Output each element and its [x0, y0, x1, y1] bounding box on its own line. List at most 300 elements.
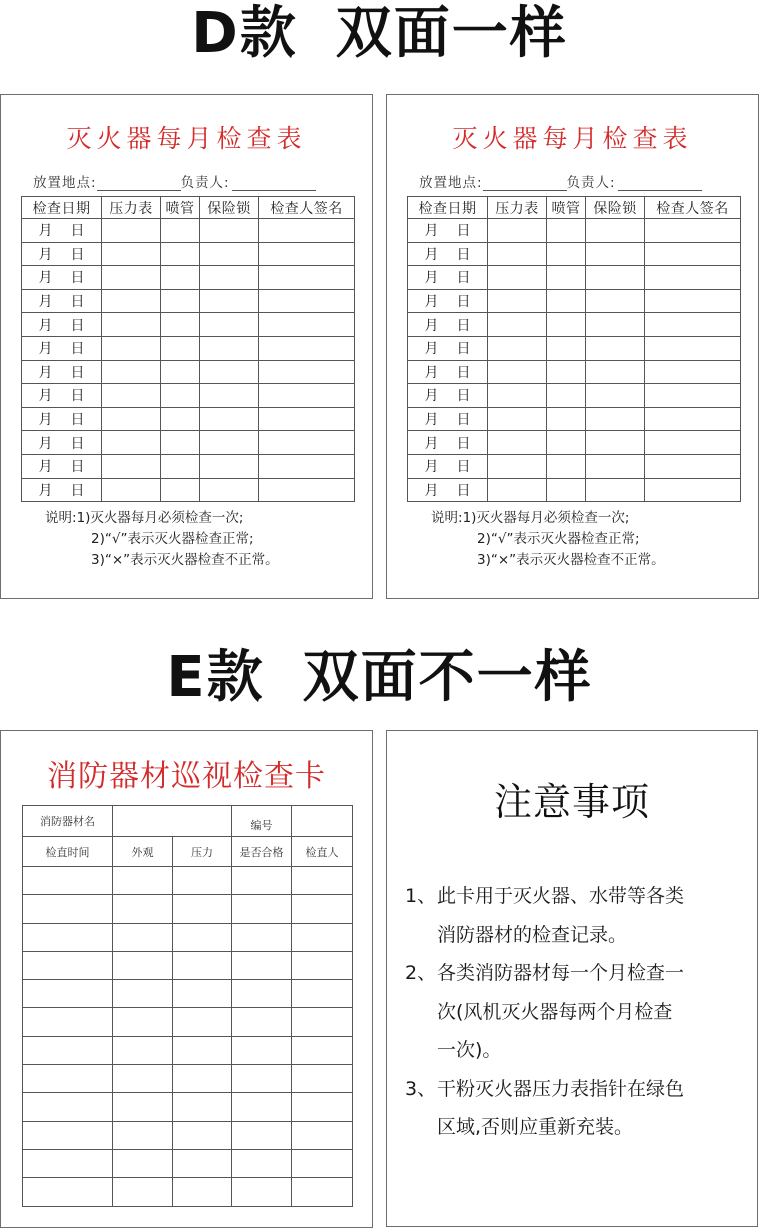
table-row	[22, 478, 355, 502]
entry-cell[interactable]	[292, 1036, 353, 1064]
entry-cell[interactable]	[23, 1178, 113, 1206]
entry-cell[interactable]	[586, 266, 645, 290]
column-header: 压力表	[488, 197, 547, 219]
entry-cell[interactable]	[113, 923, 173, 951]
month-label: 月	[38, 388, 53, 405]
table-row	[22, 336, 355, 360]
month-label: 月	[424, 223, 439, 240]
table-row	[23, 1093, 353, 1121]
date-cell[interactable]	[408, 478, 488, 502]
entry-cell[interactable]	[200, 242, 259, 266]
entry-cell[interactable]	[259, 336, 355, 360]
entry-cell[interactable]	[645, 219, 741, 243]
entry-cell[interactable]	[586, 289, 645, 313]
d-card-left	[0, 94, 373, 599]
entry-cell[interactable]	[173, 1008, 232, 1036]
notice-number: 3、	[405, 1077, 437, 1100]
entry-cell[interactable]	[200, 266, 259, 290]
entry-cell[interactable]	[547, 431, 586, 455]
entry-cell[interactable]	[161, 313, 200, 337]
entry-cell[interactable]	[23, 1065, 113, 1093]
day-label: 日	[70, 435, 85, 452]
entry-cell[interactable]	[161, 454, 200, 478]
entry-cell[interactable]	[259, 431, 355, 455]
notice-number: 1、	[405, 885, 437, 907]
note-item-1: 1)灭火器每月必须检查一次;	[462, 510, 630, 526]
day-label: 日	[456, 459, 471, 476]
responsible-field[interactable]	[232, 177, 316, 191]
entry-cell[interactable]	[645, 336, 741, 360]
date-cell[interactable]	[22, 384, 102, 408]
entry-cell[interactable]	[173, 1065, 232, 1093]
table-row	[23, 1178, 353, 1206]
date-cell[interactable]	[22, 242, 102, 266]
entry-cell[interactable]	[161, 266, 200, 290]
entry-cell[interactable]	[232, 1008, 292, 1036]
table-row	[408, 266, 741, 290]
month-label: 月	[38, 270, 53, 287]
entry-cell[interactable]	[113, 1008, 173, 1036]
entry-cell[interactable]	[488, 219, 547, 243]
column-header: 检查日期	[408, 197, 488, 219]
day-label: 日	[70, 459, 85, 476]
entry-cell[interactable]	[173, 923, 232, 951]
entry-cell[interactable]	[292, 1178, 353, 1206]
d-notes	[431, 508, 665, 571]
entry-cell[interactable]	[586, 242, 645, 266]
month-label: 月	[424, 317, 439, 334]
notice-item	[405, 1070, 747, 1147]
entry-cell[interactable]	[200, 431, 259, 455]
entry-cell[interactable]	[113, 1121, 173, 1149]
entry-cell[interactable]	[259, 478, 355, 502]
entry-cell[interactable]	[547, 242, 586, 266]
table-row	[23, 951, 353, 979]
column-header: 喷管	[161, 197, 200, 219]
table-row	[23, 1008, 353, 1036]
notice-item	[405, 954, 747, 1070]
entry-cell[interactable]	[259, 242, 355, 266]
entry-cell[interactable]	[259, 266, 355, 290]
entry-cell[interactable]	[547, 336, 586, 360]
entry-cell[interactable]	[488, 407, 547, 431]
responsible-label: 负责人:	[566, 175, 616, 191]
notes-label: 说明:	[45, 510, 77, 526]
entry-cell[interactable]	[488, 266, 547, 290]
entry-cell[interactable]	[547, 454, 586, 478]
entry-cell[interactable]	[292, 1008, 353, 1036]
entry-cell[interactable]	[200, 407, 259, 431]
entry-cell[interactable]	[23, 1008, 113, 1036]
entry-cell[interactable]	[113, 895, 173, 923]
table-row	[22, 266, 355, 290]
entry-cell[interactable]	[113, 1036, 173, 1064]
entry-cell[interactable]	[102, 313, 161, 337]
month-label: 月	[38, 223, 53, 240]
entry-cell[interactable]	[547, 360, 586, 384]
date-cell[interactable]	[408, 313, 488, 337]
date-cell[interactable]	[22, 431, 102, 455]
notice-text: 次(风机灭火器每两个月检查	[437, 1000, 673, 1023]
notice-line	[405, 954, 747, 993]
entry-cell[interactable]	[161, 242, 200, 266]
entry-cell[interactable]	[259, 454, 355, 478]
note-item-2: 2)“√”表示灭火器检查正常;	[477, 531, 640, 547]
entry-cell[interactable]	[586, 478, 645, 502]
date-cell[interactable]	[408, 266, 488, 290]
table-row	[408, 219, 741, 243]
entry-cell[interactable]	[645, 454, 741, 478]
entry-cell[interactable]	[645, 289, 741, 313]
table-row	[408, 431, 741, 455]
entry-cell[interactable]	[102, 219, 161, 243]
section-e-code: E款	[166, 645, 265, 710]
entry-cell[interactable]	[645, 360, 741, 384]
equipment-info-row	[23, 806, 353, 837]
entry-cell[interactable]	[232, 1093, 292, 1121]
table-row	[22, 289, 355, 313]
notice-item	[405, 877, 747, 954]
entry-cell[interactable]	[488, 431, 547, 455]
d-notes	[45, 508, 279, 571]
entry-cell[interactable]	[102, 360, 161, 384]
date-cell[interactable]	[408, 431, 488, 455]
month-label: 月	[38, 459, 53, 476]
entry-cell[interactable]	[488, 478, 547, 502]
date-cell[interactable]	[22, 478, 102, 502]
number-label: 编号	[232, 806, 292, 837]
entry-cell[interactable]	[292, 951, 353, 979]
entry-cell[interactable]	[200, 360, 259, 384]
entry-cell[interactable]	[102, 454, 161, 478]
section-e-desc: 双面不一样	[302, 645, 593, 710]
entry-cell[interactable]	[586, 360, 645, 384]
location-label: 放置地点:	[419, 175, 483, 191]
notice-text: 消防器材的检查记录。	[437, 923, 628, 946]
entry-cell[interactable]	[586, 219, 645, 243]
e-card-title: 消防器材巡视检查卡	[47, 759, 326, 794]
month-label: 月	[424, 388, 439, 405]
day-label: 日	[70, 341, 85, 358]
entry-cell[interactable]	[23, 1121, 113, 1149]
location-field[interactable]	[97, 177, 181, 191]
notice-text: 区域,否则应重新充装。	[437, 1116, 634, 1138]
column-header: 检查日期	[22, 197, 102, 219]
month-label: 月	[424, 270, 439, 287]
date-cell[interactable]	[22, 313, 102, 337]
entry-cell[interactable]	[547, 219, 586, 243]
entry-cell[interactable]	[547, 289, 586, 313]
entry-cell[interactable]	[645, 242, 741, 266]
table-header-row	[23, 837, 353, 867]
entry-cell[interactable]	[292, 1065, 353, 1093]
table-row	[23, 895, 353, 923]
entry-cell[interactable]	[259, 360, 355, 384]
entry-cell[interactable]	[586, 431, 645, 455]
entry-cell[interactable]	[200, 289, 259, 313]
column-header: 保险锁	[200, 197, 259, 219]
entry-cell[interactable]	[292, 1093, 353, 1121]
section-e-heading	[0, 645, 759, 710]
table-row	[408, 454, 741, 478]
entry-cell[interactable]	[259, 313, 355, 337]
date-cell[interactable]	[408, 360, 488, 384]
entry-cell[interactable]	[232, 923, 292, 951]
day-label: 日	[456, 317, 471, 334]
entry-cell[interactable]	[102, 242, 161, 266]
date-cell[interactable]	[408, 219, 488, 243]
entry-cell[interactable]	[645, 407, 741, 431]
day-label: 日	[456, 270, 471, 287]
entry-cell[interactable]	[586, 407, 645, 431]
table-row	[408, 360, 741, 384]
column-header: 检查人签名	[259, 197, 355, 219]
table-row	[22, 384, 355, 408]
entry-cell[interactable]	[488, 360, 547, 384]
entry-cell[interactable]	[173, 1036, 232, 1064]
entry-cell[interactable]	[259, 289, 355, 313]
entry-cell[interactable]	[547, 384, 586, 408]
entry-cell[interactable]	[23, 867, 113, 895]
day-label: 日	[70, 412, 85, 429]
date-cell[interactable]	[22, 360, 102, 384]
column-header: 检查人签名	[645, 197, 741, 219]
entry-cell[interactable]	[161, 336, 200, 360]
entry-cell[interactable]	[102, 407, 161, 431]
entry-cell[interactable]	[200, 478, 259, 502]
date-cell[interactable]	[408, 454, 488, 478]
entry-cell[interactable]	[173, 1121, 232, 1149]
entry-cell[interactable]	[259, 407, 355, 431]
entry-cell[interactable]	[113, 1065, 173, 1093]
entry-cell[interactable]	[292, 1121, 353, 1149]
entry-cell[interactable]	[200, 313, 259, 337]
date-cell[interactable]	[408, 384, 488, 408]
entry-cell[interactable]	[488, 242, 547, 266]
table-row	[408, 313, 741, 337]
day-label: 日	[456, 364, 471, 381]
entry-cell[interactable]	[488, 289, 547, 313]
date-cell[interactable]	[408, 289, 488, 313]
entry-cell[interactable]	[547, 478, 586, 502]
entry-cell[interactable]	[23, 951, 113, 979]
entry-cell[interactable]	[102, 289, 161, 313]
entry-cell[interactable]	[488, 384, 547, 408]
entry-cell[interactable]	[173, 1178, 232, 1206]
d-card-title: 灭火器每月检查表	[66, 124, 307, 153]
table-row	[23, 1121, 353, 1149]
entry-cell[interactable]	[547, 407, 586, 431]
table-row	[23, 1036, 353, 1064]
entry-cell[interactable]	[161, 360, 200, 384]
entry-cell[interactable]	[259, 384, 355, 408]
entry-cell[interactable]	[161, 384, 200, 408]
table-body	[23, 867, 353, 1207]
month-label: 月	[424, 294, 439, 311]
day-label: 日	[70, 388, 85, 405]
entry-cell[interactable]	[161, 219, 200, 243]
day-label: 日	[70, 246, 85, 263]
entry-cell[interactable]	[113, 1178, 173, 1206]
entry-cell[interactable]	[292, 895, 353, 923]
date-cell[interactable]	[22, 266, 102, 290]
day-label: 日	[70, 223, 85, 240]
entry-cell[interactable]	[113, 1093, 173, 1121]
date-cell[interactable]	[408, 336, 488, 360]
table-header-row	[22, 197, 355, 219]
note-item-2: 2)“√”表示灭火器检查正常;	[91, 531, 254, 547]
entry-cell[interactable]	[113, 1149, 173, 1177]
entry-cell[interactable]	[292, 1149, 353, 1177]
entry-cell[interactable]	[259, 219, 355, 243]
entry-cell[interactable]	[292, 980, 353, 1008]
notice-line	[405, 1070, 747, 1109]
entry-cell[interactable]	[200, 384, 259, 408]
responsible-label: 负责人:	[180, 175, 230, 191]
date-cell[interactable]	[22, 454, 102, 478]
entry-cell[interactable]	[232, 980, 292, 1008]
entry-cell[interactable]	[645, 431, 741, 455]
responsible-field[interactable]	[618, 177, 702, 191]
entry-cell[interactable]	[586, 384, 645, 408]
section-d-code: D款	[191, 1, 298, 66]
entry-cell[interactable]	[232, 1121, 292, 1149]
entry-cell[interactable]	[645, 313, 741, 337]
d-card-title: 灭火器每月检查表	[452, 124, 693, 153]
entry-cell[interactable]	[173, 980, 232, 1008]
note-item-1: 1)灭火器每月必须检查一次;	[76, 510, 244, 526]
entry-cell[interactable]	[113, 980, 173, 1008]
d-card-right	[386, 94, 759, 599]
entry-cell[interactable]	[586, 454, 645, 478]
month-label: 月	[424, 412, 439, 429]
entry-cell[interactable]	[173, 1093, 232, 1121]
table-row	[408, 407, 741, 431]
entry-cell[interactable]	[232, 1065, 292, 1093]
table-row	[22, 219, 355, 243]
entry-cell[interactable]	[102, 431, 161, 455]
location-field[interactable]	[483, 177, 567, 191]
date-cell[interactable]	[22, 219, 102, 243]
d-inspection-table	[21, 196, 355, 502]
entry-cell[interactable]	[161, 431, 200, 455]
table-row	[22, 454, 355, 478]
entry-cell[interactable]	[232, 1149, 292, 1177]
day-label: 日	[456, 482, 471, 499]
notes-label: 说明:	[431, 510, 463, 526]
entry-cell[interactable]	[200, 454, 259, 478]
entry-cell[interactable]	[173, 951, 232, 979]
entry-cell[interactable]	[102, 336, 161, 360]
entry-cell[interactable]	[102, 478, 161, 502]
column-header: 喷管	[547, 197, 586, 219]
entry-cell[interactable]	[102, 384, 161, 408]
column-header: 压力表	[102, 197, 161, 219]
day-label: 日	[456, 341, 471, 358]
section-d-desc: 双面一样	[335, 1, 568, 66]
entry-cell[interactable]	[547, 313, 586, 337]
entry-cell[interactable]	[23, 1093, 113, 1121]
date-cell[interactable]	[22, 336, 102, 360]
entry-cell[interactable]	[102, 266, 161, 290]
entry-cell[interactable]	[161, 478, 200, 502]
column-header: 是否合格	[232, 837, 292, 867]
notice-title: 注意事项	[493, 780, 650, 824]
entry-cell[interactable]	[645, 478, 741, 502]
entry-cell[interactable]	[232, 895, 292, 923]
entry-cell[interactable]	[488, 313, 547, 337]
entry-cell[interactable]	[232, 1178, 292, 1206]
entry-cell[interactable]	[23, 980, 113, 1008]
entry-cell[interactable]	[23, 1036, 113, 1064]
table-row	[408, 336, 741, 360]
entry-cell[interactable]	[200, 219, 259, 243]
entry-cell[interactable]	[23, 923, 113, 951]
entry-cell[interactable]	[113, 867, 173, 895]
entry-cell[interactable]	[645, 384, 741, 408]
notice-text: 干粉灭火器压力表指针在绿色	[437, 1077, 685, 1100]
entry-cell[interactable]	[232, 867, 292, 895]
month-label: 月	[38, 341, 53, 358]
table-body	[22, 219, 355, 502]
day-label: 日	[70, 317, 85, 334]
entry-cell[interactable]	[586, 336, 645, 360]
entry-cell[interactable]	[645, 266, 741, 290]
entry-cell[interactable]	[161, 289, 200, 313]
entry-cell[interactable]	[292, 923, 353, 951]
month-label: 月	[424, 482, 439, 499]
day-label: 日	[456, 294, 471, 311]
date-cell[interactable]	[408, 242, 488, 266]
entry-cell[interactable]	[173, 895, 232, 923]
column-header: 检直人	[292, 837, 353, 867]
entry-cell[interactable]	[586, 313, 645, 337]
entry-cell[interactable]	[200, 336, 259, 360]
e-card-front	[0, 730, 373, 1228]
entry-cell[interactable]	[547, 266, 586, 290]
entry-cell[interactable]	[232, 951, 292, 979]
equipment-name-field[interactable]	[113, 806, 232, 837]
date-cell[interactable]	[22, 407, 102, 431]
entry-cell[interactable]	[113, 951, 173, 979]
month-label: 月	[38, 482, 53, 499]
day-label: 日	[456, 223, 471, 240]
number-field[interactable]	[292, 806, 353, 837]
entry-cell[interactable]	[232, 1036, 292, 1064]
entry-cell[interactable]	[161, 407, 200, 431]
month-label: 月	[38, 412, 53, 429]
table-row	[408, 242, 741, 266]
notice-text: 一次)。	[437, 1039, 502, 1061]
entry-cell[interactable]	[173, 1149, 232, 1177]
d-card-fields	[419, 171, 702, 191]
entry-cell[interactable]	[488, 454, 547, 478]
entry-cell[interactable]	[23, 1149, 113, 1177]
entry-cell[interactable]	[23, 895, 113, 923]
entry-cell[interactable]	[488, 336, 547, 360]
column-header: 检直时间	[23, 837, 113, 867]
day-label: 日	[456, 435, 471, 452]
section-d-heading	[0, 1, 759, 66]
table-row	[22, 313, 355, 337]
notice-text: 此卡用于灭火器、水带等各类	[437, 885, 685, 907]
entry-cell[interactable]	[173, 867, 232, 895]
table-row	[23, 867, 353, 895]
entry-cell[interactable]	[292, 867, 353, 895]
location-label: 放置地点:	[33, 175, 97, 191]
date-cell[interactable]	[408, 407, 488, 431]
date-cell[interactable]	[22, 289, 102, 313]
